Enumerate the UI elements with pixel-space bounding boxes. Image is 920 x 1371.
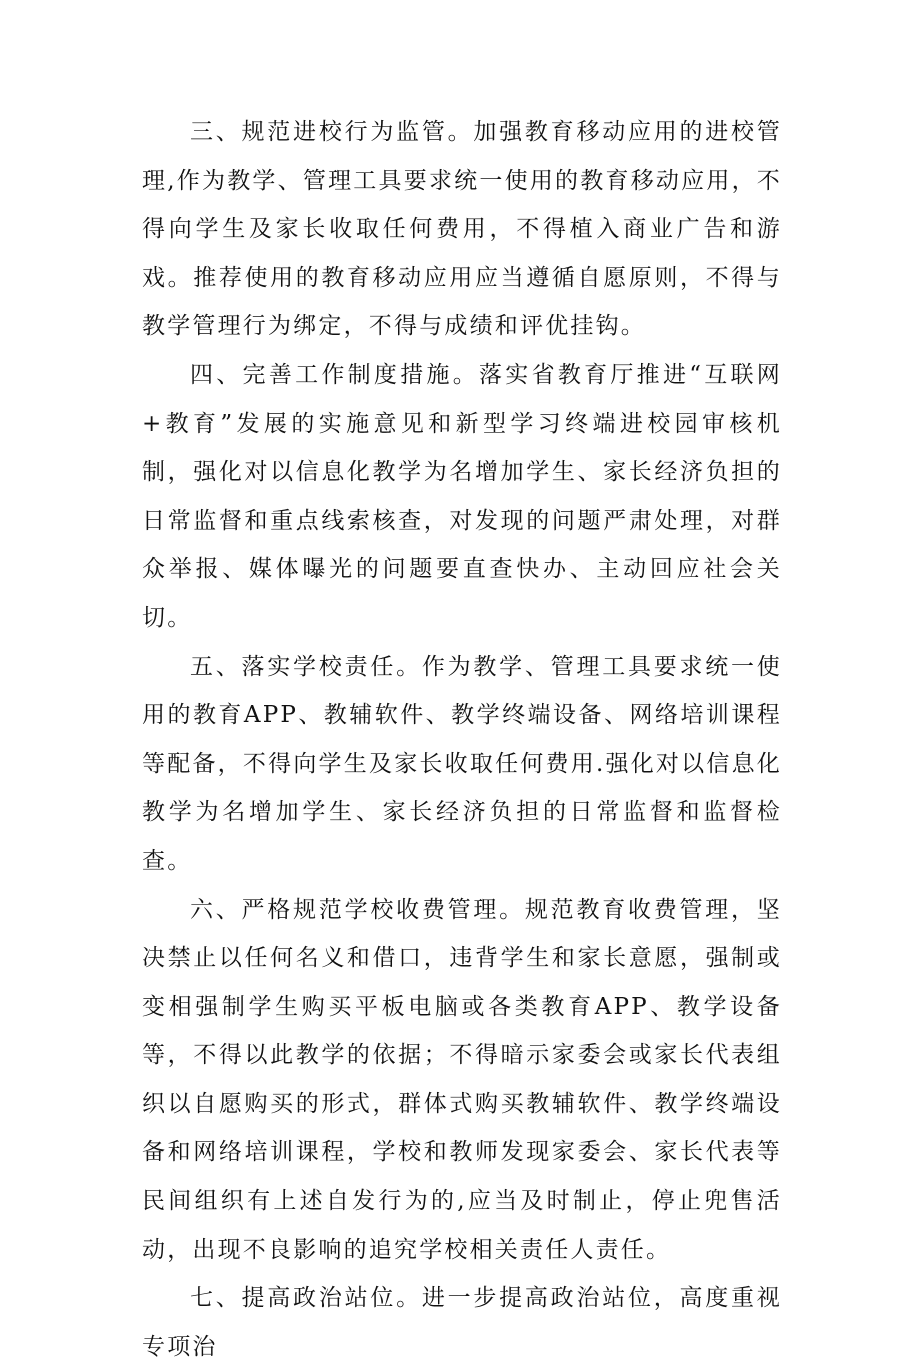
document-body xyxy=(142,108,782,1371)
paragraph-section-3: 三、规范进校行为监管。加强教育移动应用的进校管理,作为教学、管理工具要求统一使用的教育移动应用，不得向学生及家长收取任何费用，不得植入商业广告和游戏。推荐使用的教育移动应用应当遵循自愿原则，不得与教学管理行为绑定，不得与成绩和评优挂钩。 xyxy=(142,119,782,340)
paragraph-section-6: 六、严格规范学校收费管理。规范教育收费管理，坚决禁止以任何名义和借口，违背学生和家长意愿，强制或变相强制学生购买平板电脑或各类教育APP、教学设备等，不得以此教学的依据；不得暗示家委会或家长代表组织以自愿购买的形式，群体式购买教辅软件、教学终端设备和网络培训课程，学校和教师发现家委会、家长代表等民间组织有上述自发行为的,应当及时制止，停止兜售活动，出现不良影响的追究学校相关责任人责任。 xyxy=(142,896,782,1263)
paragraph-section-5: 五、落实学校责任。作为教学、管理工具要求统一使用的教育APP、教辅软件、教学终端设备、网络培训课程等配备，不得向学生及家长收取任何费用.强化对以信息化教学为名增加学生、家长经济负担的日常监督和监督检查。 xyxy=(142,653,782,874)
paragraph-section-4: 四、完善工作制度措施。落实省教育厅推进“互联网+教育”发展的实施意见和新型学习终端进校园审核机制，强化对以信息化教学为名增加学生、家长经济负担的日常监督和重点线索核查，对发现的问题严肃处理，对群众举报、媒体曝光的问题要直查快办、主动回应社会关切。 xyxy=(142,361,782,631)
paragraph-section-7: 七、提高政治站位。进一步提高政治站位，高度重视专项治 xyxy=(142,1285,782,1360)
